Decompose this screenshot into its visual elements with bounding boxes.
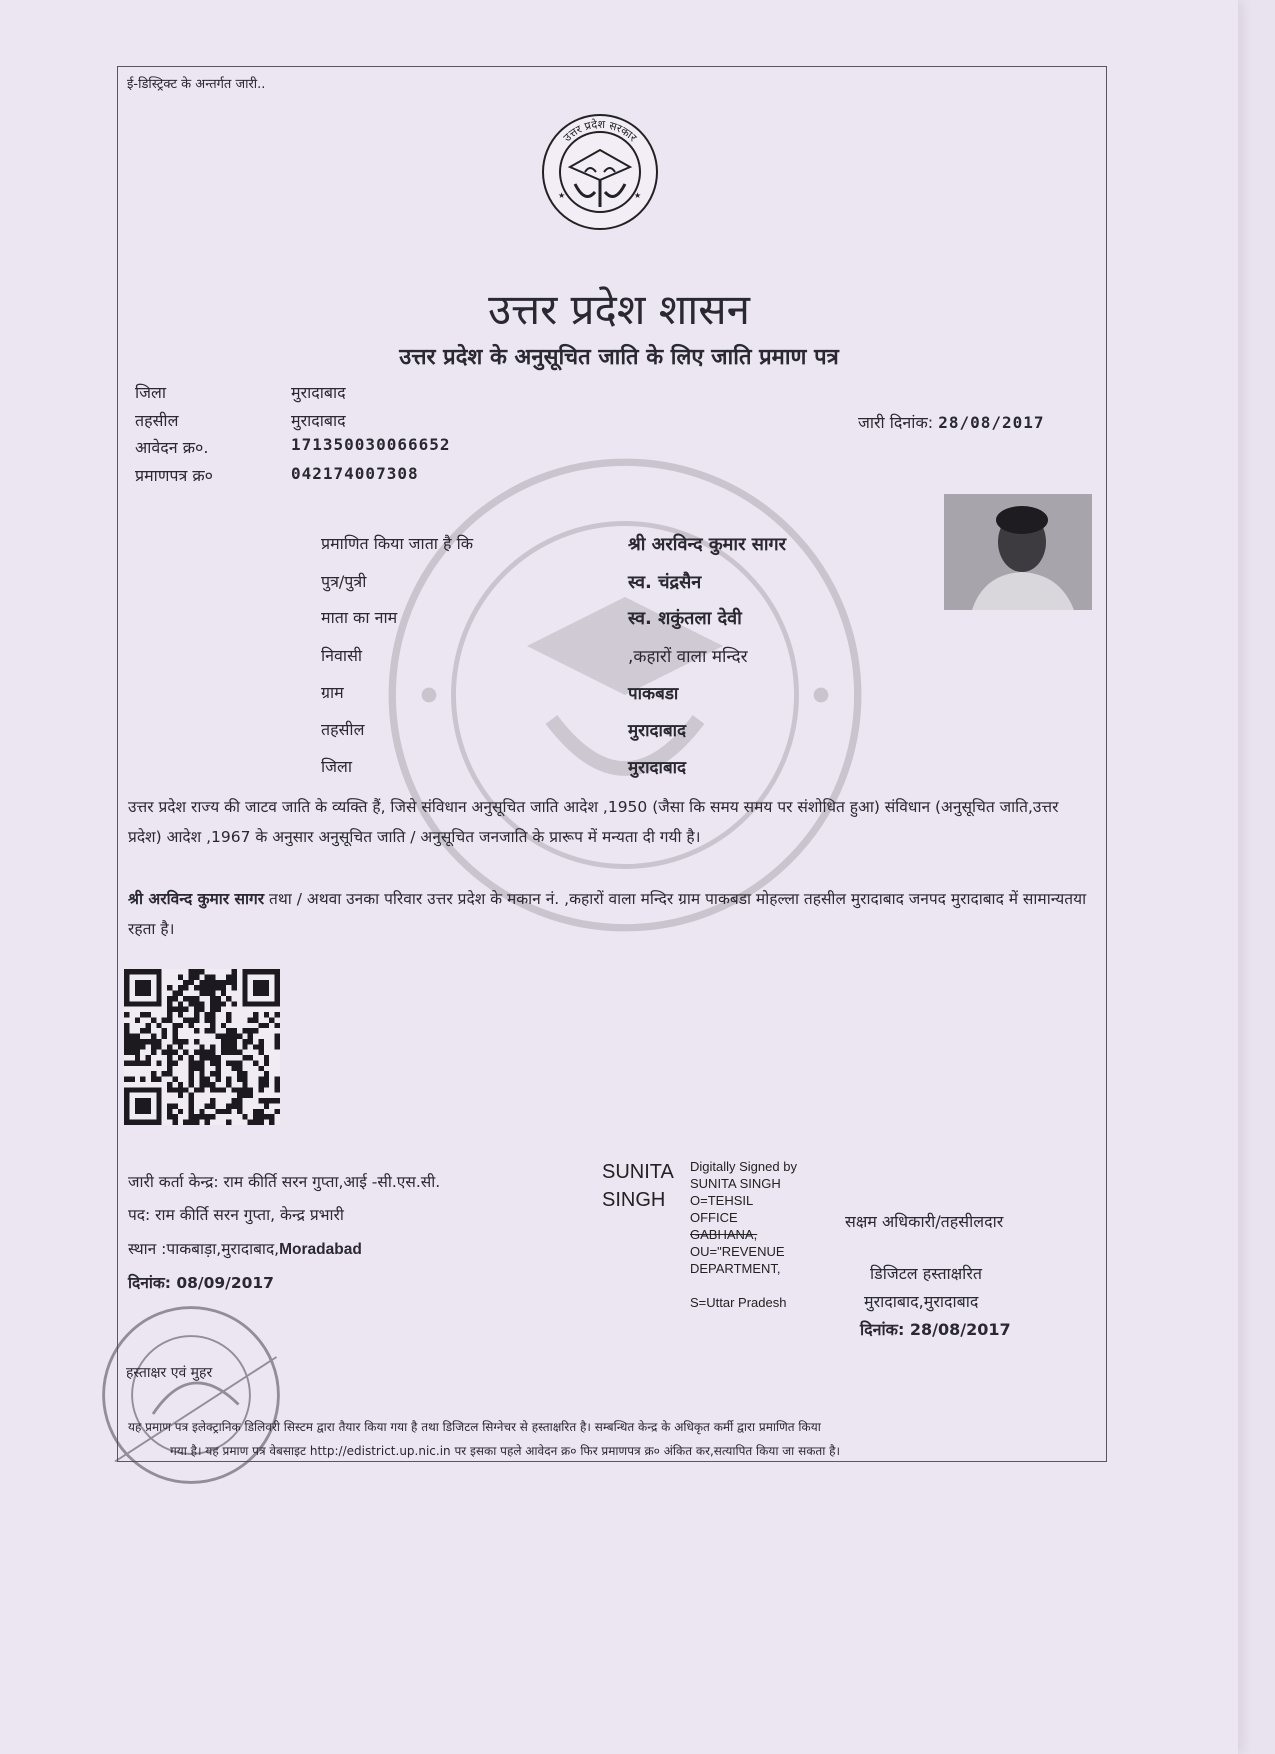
- authority-place: मुरादाबाद,मुरादाबाद: [864, 1292, 979, 1311]
- issue-date-label: जारी दिनांक:: [858, 413, 934, 432]
- emblem-text: उत्तर प्रदेश सरकार: [560, 117, 640, 145]
- sig-line: DEPARTMENT,: [690, 1261, 781, 1276]
- footer-note-line1: यह प्रमाण पत्र इलेक्ट्रानिक डिलिवरी सिस्टम द्वारा तैयार किया गया है तथा डिजिटल सिग्नेचर से हस्ताक्षरित है। सम्बन्धित केन्द्र के अधिकृत कर्मी द्वारा प्रमाणित किया: [128, 1420, 821, 1434]
- district-value: मुरादाबाद: [291, 383, 346, 402]
- detail-value-name: श्री अरविन्द कुमार सागर: [628, 534, 787, 555]
- background-seal: [380, 450, 870, 940]
- detail-value-resident: ,कहारों वाला मन्दिर: [628, 647, 748, 667]
- detail-label-tehsil: तहसील: [321, 720, 365, 739]
- residence-statement-text: तथा / अथवा उनका परिवार उत्तर प्रदेश के मकान नं. ,कहारों वाला मन्दिर ग्राम पाकबडा मोहल्ला तहसील मुरादाबाद जनपद मुरादाबाद में सामान्यतया रहता है।: [128, 890, 1087, 938]
- detail-label-village: ग्राम: [321, 683, 344, 702]
- header-note: ई-डिस्ट्रिक्ट के अन्तर्गत जारी..: [127, 77, 266, 92]
- svg-text:★: ★: [558, 191, 566, 200]
- detail-label-parent: पुत्र/पुत्री: [321, 572, 367, 591]
- district-label: जिला: [135, 383, 167, 402]
- detail-value-mother: स्व. शकुंतला देवी: [628, 608, 742, 629]
- sig-line: SUNITA SINGH: [690, 1176, 781, 1191]
- sig-line: S=Uttar Pradesh: [690, 1295, 787, 1310]
- up-government-emblem: [540, 112, 660, 232]
- page-subtitle: उत्तर प्रदेश के अनुसूचित जाति के लिए जाति प्रमाण पत्र: [399, 345, 839, 370]
- authority-date: दिनांक: 28/08/2017: [860, 1320, 1011, 1339]
- sig-line: OU="REVENUE: [690, 1244, 785, 1259]
- issuer-designation: पद: राम कीर्ति सरन गुप्ता, केन्द्र प्रभारी: [128, 1206, 344, 1224]
- tehsil-label: तहसील: [135, 411, 179, 430]
- sig-line: Digitally Signed by: [690, 1159, 797, 1174]
- caste-statement: उत्तर प्रदेश राज्य की जाटव जाति के व्यक्ति हैं, जिसे संविधान अनुसूचित जाति आदेश ,1950 (जैसा कि समय समय पर संशोधित हुआ) संविधान (अनुसूचित जाति,उत्तर प्रदेश) आदेश ,1967 के अनुसार अनुसूचित जाति / अनुसूचित जनजाति के प्रारूप में मन्यता दी गयी है।: [128, 798, 1059, 846]
- detail-value-tehsil: मुरादाबाद: [628, 721, 687, 741]
- issuer-place-prefix: स्थान :पाकबाड़ा,मुरादाबाद,: [128, 1240, 280, 1258]
- issuer-date: दिनांक: 08/09/2017: [128, 1274, 274, 1292]
- issue-date-value: 28/08/2017: [938, 413, 1045, 432]
- issuer-place: [128, 1237, 362, 1259]
- sig-line: GABHANA,: [690, 1227, 758, 1242]
- detail-value-village: पाकबडा: [628, 684, 679, 704]
- detail-label-resident: निवासी: [321, 646, 363, 665]
- tehsil-value: मुरादाबाद: [291, 411, 346, 430]
- application-number: 171350030066652: [291, 435, 451, 454]
- issuer-place-city: Moradabad: [279, 1241, 362, 1258]
- issue-date: [858, 411, 1045, 433]
- sign-and-seal-label: हस्ताक्षर एवं मुहर: [126, 1365, 213, 1381]
- person-photo-icon: [944, 494, 1092, 610]
- sig-line: O=TEHSIL: [690, 1193, 754, 1208]
- certificate-label: प्रमाणपत्र क्र०: [135, 466, 213, 485]
- detail-value-father: स्व. चंद्रसैन: [628, 572, 702, 593]
- sig-line: OFFICE: [690, 1210, 738, 1225]
- detail-label-certified: प्रमाणित किया जाता है कि: [321, 534, 474, 553]
- sig-line: [690, 1277, 797, 1294]
- authority-signed: डिजिटल हस्ताक्षरित: [870, 1264, 982, 1283]
- detail-value-district: मुरादाबाद: [628, 758, 687, 778]
- certificate-number: 042174007308: [291, 464, 419, 483]
- authority-title: सक्षम अधिकारी/तहसीलदार: [845, 1212, 1004, 1231]
- residence-statement-name: श्री अरविन्द कुमार सागर: [128, 890, 265, 908]
- applicant-photo: [944, 494, 1092, 610]
- digital-signature-details: [690, 1158, 797, 1311]
- signer-name-line2: SINGH: [602, 1189, 666, 1211]
- detail-label-mother: माता का नाम: [321, 608, 398, 627]
- signer-name-line1: SUNITA: [602, 1161, 674, 1183]
- footer-note-line2: गया है। यह प्रमाण पत्र वेबसाइट http://edistrict.up.nic.in पर इसका पहले आवेदन क्र० फिर प्रमाणपत्र क्र० अंकित कर,सत्यापित किया जा सकता है।: [170, 1444, 841, 1458]
- residence-statement: [128, 884, 1088, 944]
- qr-code: [124, 969, 280, 1125]
- issuer-center: जारी कर्ता केन्द्र: राम कीर्ति सरन गुप्ता,आई -सी.एस.सी.: [128, 1173, 441, 1191]
- application-label: आवेदन क्र०.: [135, 438, 209, 457]
- svg-text:★: ★: [634, 191, 642, 200]
- page-title: उत्तर प्रदेश शासन: [488, 285, 750, 334]
- detail-label-district: जिला: [321, 757, 353, 776]
